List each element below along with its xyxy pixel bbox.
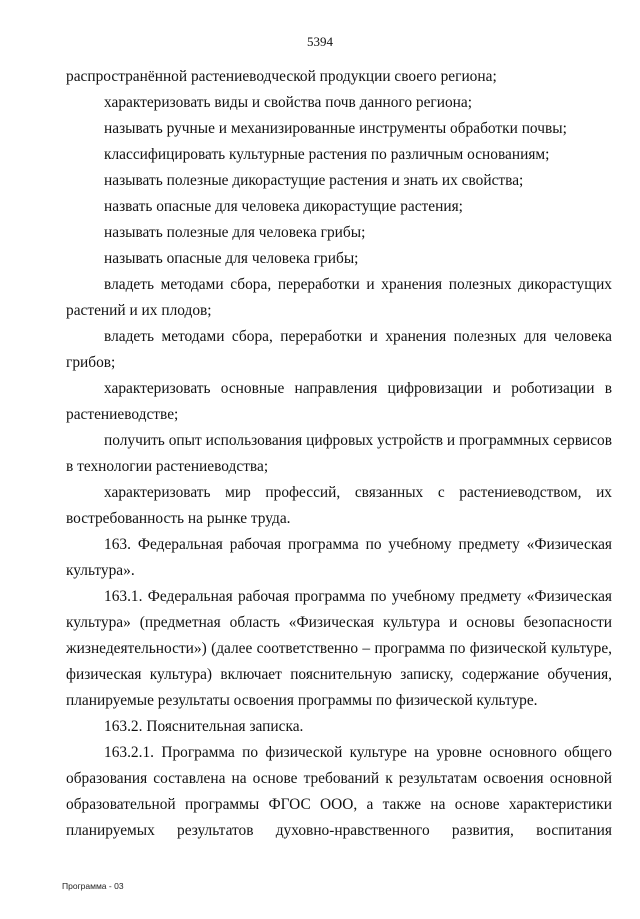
paragraph: называть ручные и механизированные инструменты обработки почвы; [104, 120, 567, 137]
page-number: 5394 [307, 34, 333, 49]
paragraph: классифицировать культурные растения по различным основаниям; [104, 146, 550, 163]
paragraph: назвать опасные для человека дикорастущие растения; [104, 198, 463, 215]
paragraph: характеризовать мир профессий, связанных с растениеводством, их востребованность на рынке труда. [66, 484, 612, 527]
paragraph: характеризовать виды и свойства почв данного региона; [104, 94, 473, 111]
paragraph: 163.2.1. Программа по физической культуре на уровне основного общего образования составлена на основе требований к результатам освоения основной образовательной программы ФГОС ООО, а также на основе характеристики планируемых результатов духовно-нравственного развития, воспитания [66, 744, 612, 839]
page-footer: Программа - 03 [62, 881, 124, 891]
paragraph: называть полезные для человека грибы; [104, 224, 366, 241]
paragraph: получить опыт использования цифровых устройств и программных сервисов в технологии растениеводства; [66, 432, 612, 475]
paragraph: владеть методами сбора, переработки и хранения полезных дикорастущих растений и их плодов; [66, 276, 612, 319]
paragraph: 163. Федеральная рабочая программа по учебному предмету «Физическая культура». [66, 536, 612, 579]
paragraph: называть полезные дикорастущие растения и знать их свойства; [104, 172, 524, 189]
document-body [66, 64, 612, 844]
paragraph: характеризовать основные направления цифровизации и роботизации в растениеводстве; [66, 380, 612, 423]
paragraph: 163.1. Федеральная рабочая программа по учебному предмету «Физическая культура» (предметная область «Физическая культура и основы безопасности жизнедеятельности») (далее соответственно – программа по физической культуре, физическая культура) включает пояснительную записку, содержание обучения, планируемые результаты освоения программы по физической культуре. [66, 588, 612, 709]
paragraph: 163.2. Пояснительная записка. [104, 718, 304, 735]
paragraph: называть опасные для человека грибы; [104, 250, 359, 267]
paragraph: владеть методами сбора, переработки и хранения полезных для человека грибов; [66, 328, 612, 371]
paragraph: распространённой растениеводческой продукции своего региона; [66, 68, 497, 85]
